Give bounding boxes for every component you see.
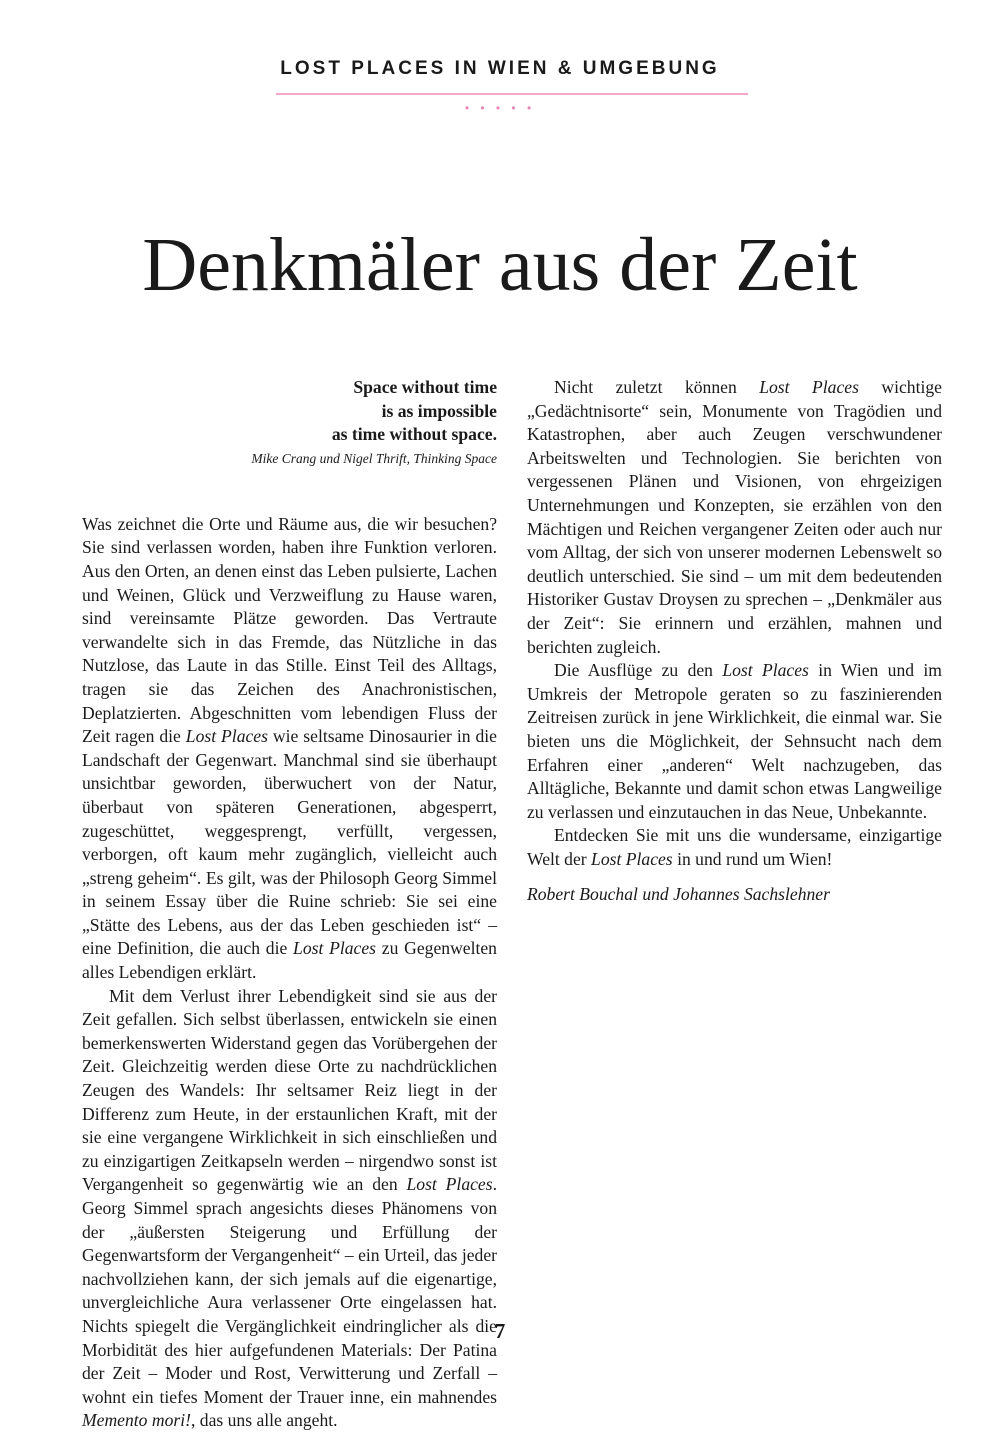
epigraph-line: Space without time [353, 377, 497, 397]
paragraph-2 [82, 985, 497, 1433]
paragraph-5 [527, 824, 942, 871]
running-header: LOST PLACES IN WIEN & UMGEBUNG [280, 58, 720, 79]
text-run: in und rund um Wien! [672, 848, 833, 869]
text-run: wie seltsame Dinosaurier in die Landschaft der Gegenwart. Manchmal sind sie überhaupt unsichtbar geworden, überwuchert von der Natur, überbaut von späteren Generationen, abgesperrt, zugeschüttet, weggesprengt, verfüllt, vergessen, verborgen, oft kaum mehr zugänglich, vielleicht auch „streng geheim“. Es gilt, was der Philosoph Georg Simmel in seinem Essay über die Ruine schrieb: Sie sei eine „Stätte des Lebens, aus der das Leben geschieden ist“ – eine Definition, die auch die [82, 726, 497, 959]
paragraph-1 [82, 513, 497, 985]
epigraph-line: as time without space. [331, 424, 497, 445]
text-run: , das uns alle angeht. [190, 1410, 338, 1431]
text-emphasis: Lost Places [722, 660, 809, 681]
text-run: Entdecken Sie mit uns die wundersame, einzigartige Welt der [527, 825, 942, 869]
text-emphasis: Memento mori! [82, 1410, 191, 1431]
page-number: 7 [494, 1319, 506, 1343]
text-emphasis: Lost Places [759, 377, 859, 397]
text-run: . Georg Simmel sprach angesichts dieses Phänomens von der „äußersten Steigerung und Erfüllung der Gegenwartsform der Vergangenheit“ – ein Urteil, das jeder nachvollziehen kann, der sich jemals auf die eigenartige, unvergleichliche Aura verlassener Orte eingelassen hat. Nichts spiegelt die Vergänglichkeit eindringlicher als die Morbidität des hier aufgefundenen Materials: Der Patina der Zeit – Moder und Rost, Verwitterung und Zerfall – wohnt ein tiefes Moment der Trauer inne, ein mahnendes [82, 1174, 497, 1407]
header-divider [276, 93, 748, 95]
text-run: Mit dem Verlust ihrer Lebendigkeit sind sie aus der Zeit gefallen. Sich selbst überlassen, entwickeln sie einen bemerkenswerten Widerstand gegen das Vorübergehen der Zeit. Gleichzeitig werden diese Orte zu nachdrücklichen Zeugen des Wandels: Ihr seltsamer Reiz liegt in der Differenz zum Heute, in der erstaunlichen Kraft, mit der sie eine vergangene Wirklichkeit in sich einschließen und zu einzigartigen Zeitkapseln werden – nirgendwo sonst ist Vergangenheit so gegenwärtig wie an den [82, 985, 497, 1195]
epigraph-source: Mike Crang und Nigel Thrift, Thinking Space [251, 450, 497, 466]
text-run: Was zeichnet die Orte und Räume aus, die wir besuchen? Sie sind verlassen worden, haben ihre Funktion verloren. Aus den Orten, an denen einst das Leben pulsierte, Lachen und Weinen, Glück und Verzweiflung zu Hause waren, sind vereinsamte Plätze geworden. Das Vertraute verwandelte sich in das Fremde, das Nützliche in das Nutzlose, das Laute in das Stille. Einst Teil des Alltags, tragen sie das Zeichen des Anachronistischen, Deplatzierten. Abgeschnitten vom lebendigen Fluss der Zeit ragen die [82, 513, 497, 747]
text-run: Die Ausflüge zu den [554, 660, 723, 681]
right-column [527, 376, 942, 907]
text-run: wichtige „Gedächtnisorte“ sein, Monumente von Tragödien und Katastrophen, aber auch Zeugen verschwundener Arbeitswelten und Technologien. Sie berichten von vergessenen Plänen und Visionen, von ehrgeizigen Unternehmungen und Konzepten, sie erzählen von den Mächtigen und Reichen vergangener Zeiten oder auch nur vom Alltag, der sich von unserer modernen Lebenswelt so deutlich unterschied. Sie sind – um mit dem bedeutenden Historiker Gustav Droysen zu sprechen – „Denkmäler aus der Zeit“: Sie erinnern und erzählen, mahnen und berichten zugleich. [527, 377, 942, 657]
left-column [82, 376, 497, 1433]
paragraph-4 [527, 659, 942, 824]
chapter-title: Denkmäler aus der Zeit [142, 223, 858, 307]
text-emphasis: Lost Places [293, 938, 377, 959]
epigraph [82, 376, 497, 447]
paragraph-3 [527, 376, 942, 659]
epigraph-line: is as impossible [381, 400, 497, 421]
text-emphasis: Lost Places [406, 1174, 493, 1195]
header-dots: • • • • • [464, 101, 536, 115]
text-emphasis: Lost Places [185, 726, 268, 747]
text-run: zu Gegenwelten alles Lebendigen erklärt. [82, 938, 497, 983]
signature: Robert Bouchal und Johannes Sachslehner [527, 884, 830, 905]
text-run: in Wien und im Umkreis der Metropole geraten so zu faszinierenden Zeitreisen zurück in jene Wirklichkeit, die einmal war. Sie bieten uns die Möglichkeit, der Sehnsucht nach dem Erfahren einer „anderen“ Welt nachzugeben, das Alltägliche, Bekannte und damit schon etwas Langweilige zu verlassen und einzutauchen in das Neue, Unbekannte. [527, 660, 942, 822]
text-run: Nicht zuletzt können [554, 377, 760, 397]
text-emphasis: Lost Places [591, 848, 673, 869]
